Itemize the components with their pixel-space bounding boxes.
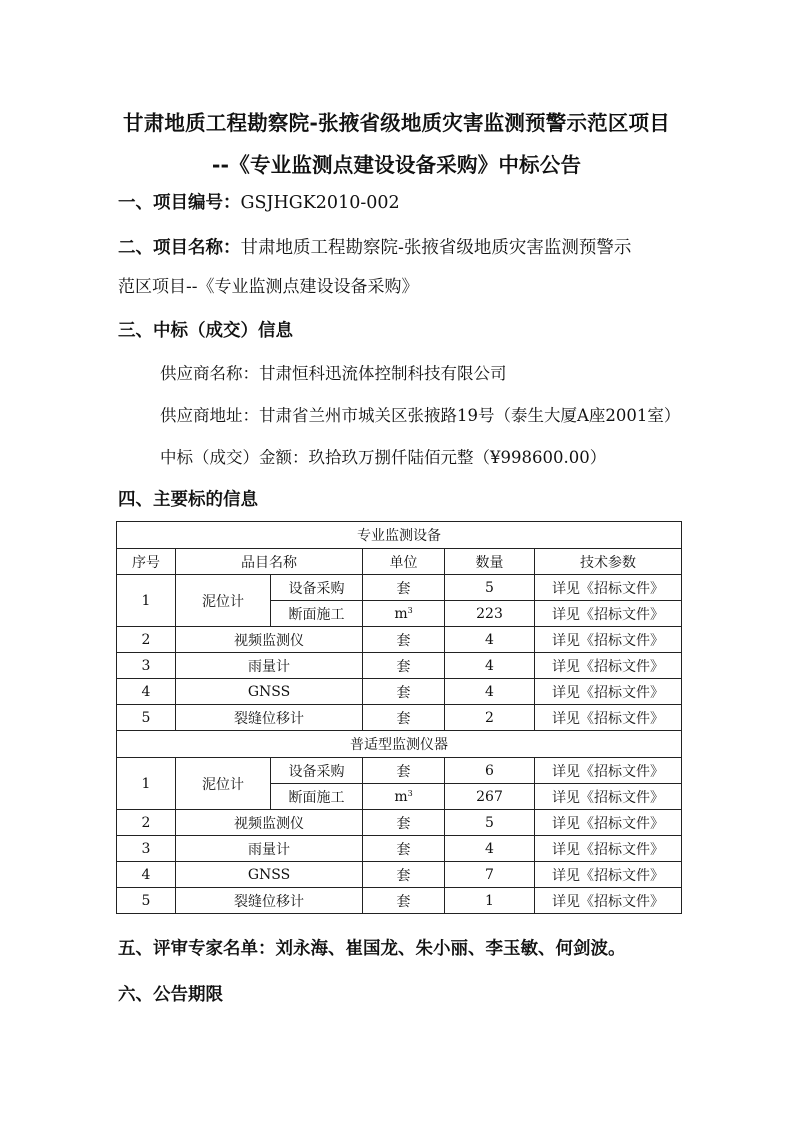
table-row	[117, 627, 682, 653]
quantity-cell: 267	[445, 784, 535, 810]
section-experts	[118, 937, 626, 961]
table-row	[117, 705, 682, 731]
item-name: 泥位计	[176, 575, 271, 627]
unit-superscript: 3	[407, 788, 413, 798]
item-name: 泥位计	[176, 758, 271, 810]
quantity-cell: 5	[445, 575, 535, 601]
spec-cell: 详见《招标文件》	[535, 679, 682, 705]
spec-cell: 详见《招标文件》	[535, 601, 682, 627]
project-name-value: 甘肃地质工程勘察院-张掖省级地质灾害监测预警示	[240, 238, 632, 258]
row-number: 2	[117, 810, 176, 836]
table-row	[117, 888, 682, 914]
unit-cell: 套	[363, 758, 445, 784]
table-row	[117, 575, 682, 601]
experts-list: 五、评审专家名单：刘永海、崔国龙、朱小丽、李玉敏、何剑波。	[118, 939, 626, 959]
table-row	[117, 758, 682, 784]
row-number: 4	[117, 679, 176, 705]
quantity-cell: 4	[445, 836, 535, 862]
unit-cell	[363, 784, 445, 810]
row-number: 5	[117, 888, 176, 914]
quantity-cell: 7	[445, 862, 535, 888]
row-number: 3	[117, 653, 176, 679]
section-project-number	[118, 191, 400, 215]
row-number: 4	[117, 862, 176, 888]
section-heading: 一、项目编号：	[118, 193, 241, 213]
item-name: 裂缝位移计	[176, 888, 363, 914]
spec-cell: 详见《招标文件》	[535, 784, 682, 810]
quantity-cell: 4	[445, 679, 535, 705]
table-row	[117, 653, 682, 679]
unit-cell: 套	[363, 810, 445, 836]
item-name: 雨量计	[176, 653, 363, 679]
project-number-value: GSJHGK2010-002	[240, 193, 400, 213]
quantity-cell: 1	[445, 888, 535, 914]
sub-item-name: 断面施工	[271, 601, 363, 627]
spec-cell: 详见《招标文件》	[535, 575, 682, 601]
group-title: 专业监测设备	[117, 522, 682, 549]
section-main-items	[118, 488, 258, 512]
row-number: 5	[117, 705, 176, 731]
document-title-line1: 甘肃地质工程勘察院-张掖省级地质灾害监测预警示范区项目	[123, 111, 670, 135]
project-name-value-cont: 范区项目--《专业监测点建设设备采购》	[118, 277, 419, 297]
row-number: 2	[117, 627, 176, 653]
unit-cell: 套	[363, 679, 445, 705]
unit-cell: 套	[363, 575, 445, 601]
section-notice-period	[118, 983, 223, 1007]
table-row	[117, 836, 682, 862]
group-header-row	[117, 522, 682, 549]
header-qty: 数量	[445, 549, 535, 575]
unit-cell: 套	[363, 836, 445, 862]
table-row	[117, 679, 682, 705]
unit-cell: 套	[363, 888, 445, 914]
unit-cell: 套	[363, 653, 445, 679]
supplier-name: 供应商名称：甘肃恒科迅流体控制科技有限公司	[160, 364, 507, 383]
table-row	[117, 862, 682, 888]
spec-cell: 详见《招标文件》	[535, 810, 682, 836]
spec-cell: 详见《招标文件》	[535, 758, 682, 784]
unit-text: m	[394, 605, 408, 622]
quantity-cell: 223	[445, 601, 535, 627]
unit-superscript: 3	[407, 605, 413, 615]
header-item: 品目名称	[176, 549, 363, 575]
unit-cell: 套	[363, 862, 445, 888]
row-number: 1	[117, 758, 176, 810]
section-project-name	[118, 236, 631, 260]
spec-cell: 详见《招标文件》	[535, 627, 682, 653]
row-number: 1	[117, 575, 176, 627]
sub-item-name: 断面施工	[271, 784, 363, 810]
award-amount: 中标（成交）金额：玖拾玖万捌仟陆佰元整（¥998600.00）	[160, 448, 607, 467]
item-name: 裂缝位移计	[176, 705, 363, 731]
supplier-address: 供应商地址：甘肃省兰州市城关区张掖路19号（泰生大厦A座2001室）	[160, 406, 681, 425]
quantity-cell: 6	[445, 758, 535, 784]
spec-cell: 详见《招标文件》	[535, 653, 682, 679]
sub-item-name: 设备采购	[271, 758, 363, 784]
unit-cell	[363, 601, 445, 627]
row-number: 3	[117, 836, 176, 862]
group-header-row	[117, 731, 682, 758]
quantity-cell: 4	[445, 653, 535, 679]
item-name: GNSS	[176, 862, 363, 888]
item-name: GNSS	[176, 679, 363, 705]
document-title-line2: --《专业监测点建设设备采购》中标公告	[211, 153, 582, 177]
spec-cell: 详见《招标文件》	[535, 862, 682, 888]
item-name: 视频监测仪	[176, 627, 363, 653]
table-header-row	[117, 549, 682, 575]
section-heading: 二、项目名称：	[118, 238, 241, 258]
header-unit: 单位	[363, 549, 445, 575]
section-heading: 四、主要标的信息	[118, 490, 258, 510]
unit-cell: 套	[363, 705, 445, 731]
spec-cell: 详见《招标文件》	[535, 836, 682, 862]
section-heading: 六、公告期限	[118, 985, 223, 1005]
section-award-info	[118, 319, 293, 343]
table-row	[117, 810, 682, 836]
sub-item-name: 设备采购	[271, 575, 363, 601]
quantity-cell: 5	[445, 810, 535, 836]
group-title: 普适型监测仪器	[117, 731, 682, 758]
quantity-cell: 4	[445, 627, 535, 653]
header-no: 序号	[117, 549, 176, 575]
spec-cell: 详见《招标文件》	[535, 888, 682, 914]
spec-cell: 详见《招标文件》	[535, 705, 682, 731]
item-name: 雨量计	[176, 836, 363, 862]
section-heading: 三、中标（成交）信息	[118, 321, 293, 341]
quantity-cell: 2	[445, 705, 535, 731]
items-table	[116, 521, 682, 914]
unit-text: m	[394, 788, 408, 805]
item-name: 视频监测仪	[176, 810, 363, 836]
unit-cell: 套	[363, 627, 445, 653]
header-spec: 技术参数	[535, 549, 682, 575]
